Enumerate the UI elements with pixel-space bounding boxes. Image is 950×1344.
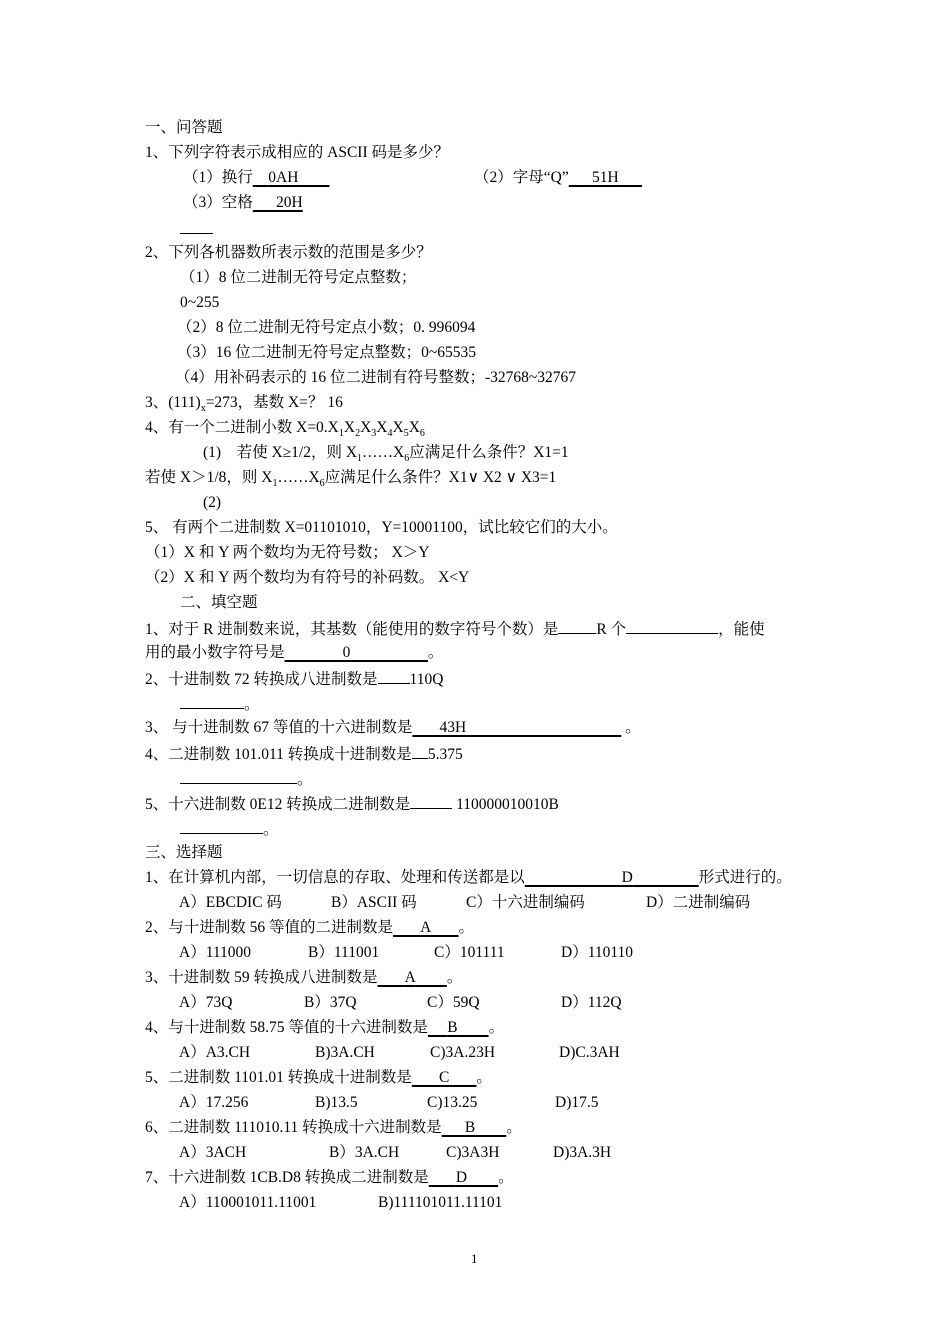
option: B）3A.CH — [329, 1144, 400, 1161]
fill-question: 5、十六进制数 0E12 转换成二进制数是 110000010010B — [145, 793, 559, 815]
option: C）101111 — [434, 944, 505, 961]
blank-line: 。 — [180, 768, 313, 790]
option: B)3A.CH — [315, 1044, 375, 1061]
option: A）73Q — [179, 994, 233, 1011]
fill-question: 4、二进制数 101.011 转换成十进制数是 5.375 — [145, 743, 463, 765]
answer-value: R — [596, 621, 607, 638]
option: B）111001 — [308, 944, 380, 961]
answer-item: （1）8 位二进制无符号定点整数； — [180, 269, 417, 286]
option: B）37Q — [304, 994, 357, 1011]
answer-value: B — [464, 1119, 476, 1136]
option: C)3A3H — [446, 1144, 500, 1161]
answer-value: 0~255 — [180, 294, 220, 311]
item-number: (2) — [203, 494, 222, 511]
option: D)17.5 — [555, 1094, 599, 1111]
question-stem: 1、下列字符表示成相应的 ASCII 码是多少？ — [145, 144, 449, 161]
section-heading-qa: 一、问答题 — [145, 119, 223, 136]
option: A）3ACH — [179, 1144, 247, 1161]
option: D)C.3AH — [559, 1044, 620, 1061]
option: B)13.5 — [315, 1094, 358, 1111]
fill-question: 用的最小数字符号是 0 。 — [145, 644, 444, 661]
answer-value: B — [447, 1019, 458, 1036]
answer-item: （2）字母“Q” 51H — [474, 169, 619, 186]
option: B)111101011.11101 — [378, 1194, 503, 1211]
answer-value: 0 — [342, 644, 351, 661]
choice-question: 6、二进制数 111010.11 转换成十六进制数是 B 。 — [145, 1119, 522, 1136]
answer-item: (1) 若使 X≥1/2，则 $X_1\dots\dots X_6$应满足什么条件？X1=1 — [203, 444, 569, 464]
section-heading-choice: 三、选择题 — [145, 844, 223, 861]
answer-value: 5.375 — [427, 746, 463, 763]
answer-value: A — [420, 919, 432, 936]
option: C）十六进制编码 — [466, 894, 585, 911]
answer-value: C — [438, 1069, 450, 1086]
option: D)3A.3H — [553, 1144, 612, 1161]
question-stem: 2、下列各机器数所表示数的范围是多少？ — [145, 244, 432, 261]
answer-item: （4）用补码表示的 16 位二进制有符号整数；-32768~32767 — [175, 369, 577, 386]
choice-question: 4、与十进制数 58.75 等值的十六进制数是 B 。 — [145, 1019, 505, 1036]
page-number: 1 — [471, 1251, 478, 1266]
option: C)3A.23H — [430, 1044, 496, 1061]
option: A）EBCDIC 码 — [179, 894, 282, 911]
answer-item: （3）空格 20H — [183, 194, 303, 211]
answer-value: 110000010010B — [456, 796, 559, 813]
option: A）A3.CH — [179, 1044, 251, 1061]
blank-line: 。 — [180, 693, 260, 715]
answer-value: 110Q — [409, 671, 444, 688]
answer-item: （2）8 位二进制无符号定点小数；0. 996094 — [177, 319, 476, 336]
option: D）二进制编码 — [646, 894, 751, 911]
question-stem: 5、 有两个二进制数 X=01101010，Y=10001100，试比较它们的大小。 — [145, 519, 618, 536]
choice-question: 7、十六进制数 1CB.D8 转换成二进制数是 D 。 — [145, 1169, 514, 1186]
option: B）ASCII 码 — [331, 894, 417, 911]
answer-value: D — [455, 1169, 468, 1186]
answer-item: 若使 X＞1/8，则 $X_1\dots\dots X_6$应满足什么条件？X1∨ X2 ∨ X3=1 — [145, 469, 557, 489]
answer-value: 0AH — [268, 169, 299, 186]
option: C）59Q — [427, 994, 480, 1011]
answer-value: 20H — [276, 194, 303, 211]
choice-question: 5、二进制数 1101.01 转换成十进制数是 C 。 — [145, 1069, 492, 1086]
answer-item: （1）X 和 Y 两个数均为无符号数； X＞Y — [145, 544, 430, 561]
option: C)13.25 — [427, 1094, 478, 1111]
fill-question: 3、 与十进制数 67 等值的十六进制数是 43H 。 — [145, 719, 641, 736]
option: D）112Q — [561, 994, 622, 1011]
option: A）110001011.11001 — [179, 1194, 317, 1211]
answer-value: A — [404, 969, 416, 986]
answer-item: （1）换行 0AH — [183, 169, 299, 186]
option: A）111000 — [179, 944, 252, 961]
choice-question: 3、十进制数 59 转换成八进制数是 A 。 — [145, 969, 463, 986]
blank-line: 。 — [180, 818, 279, 840]
blank-line — [180, 218, 213, 240]
choice-question: 1、在计算机内部，一切信息的存取、处理和传送都是以 D 形式进行的。 — [145, 869, 792, 886]
answer-item: （3）16 位二进制无符号定点整数；0~65535 — [177, 344, 477, 361]
question-stem: 3、$(111)_x=273$，基数 X=？ 16 — [145, 394, 343, 414]
choice-question: 2、与十进制数 56 等值的二进制数是 A 。 — [145, 919, 474, 936]
answer-item: （2）X 和 Y 两个数均为有符号的补码数。 X<Y — [145, 569, 470, 586]
question-stem: 4、有一个二进制小数 $X=0.X_1X_2X_3X_4X_5X_6$ — [145, 419, 425, 439]
option: A）17.256 — [179, 1094, 249, 1111]
fill-question: 1、对于 R 进制数来说，其基数（能使用的数字符号个数）是 R 个 ，能使 — [145, 618, 765, 640]
answer-value: 51H — [591, 169, 619, 186]
answer-value: D — [621, 869, 633, 886]
answer-value: 43H — [439, 719, 467, 736]
option: D）110110 — [561, 944, 634, 961]
fill-question: 2、十进制数 72 转换成八进制数是 110Q — [145, 668, 443, 690]
section-heading-fill: 二、填空题 — [180, 594, 258, 611]
